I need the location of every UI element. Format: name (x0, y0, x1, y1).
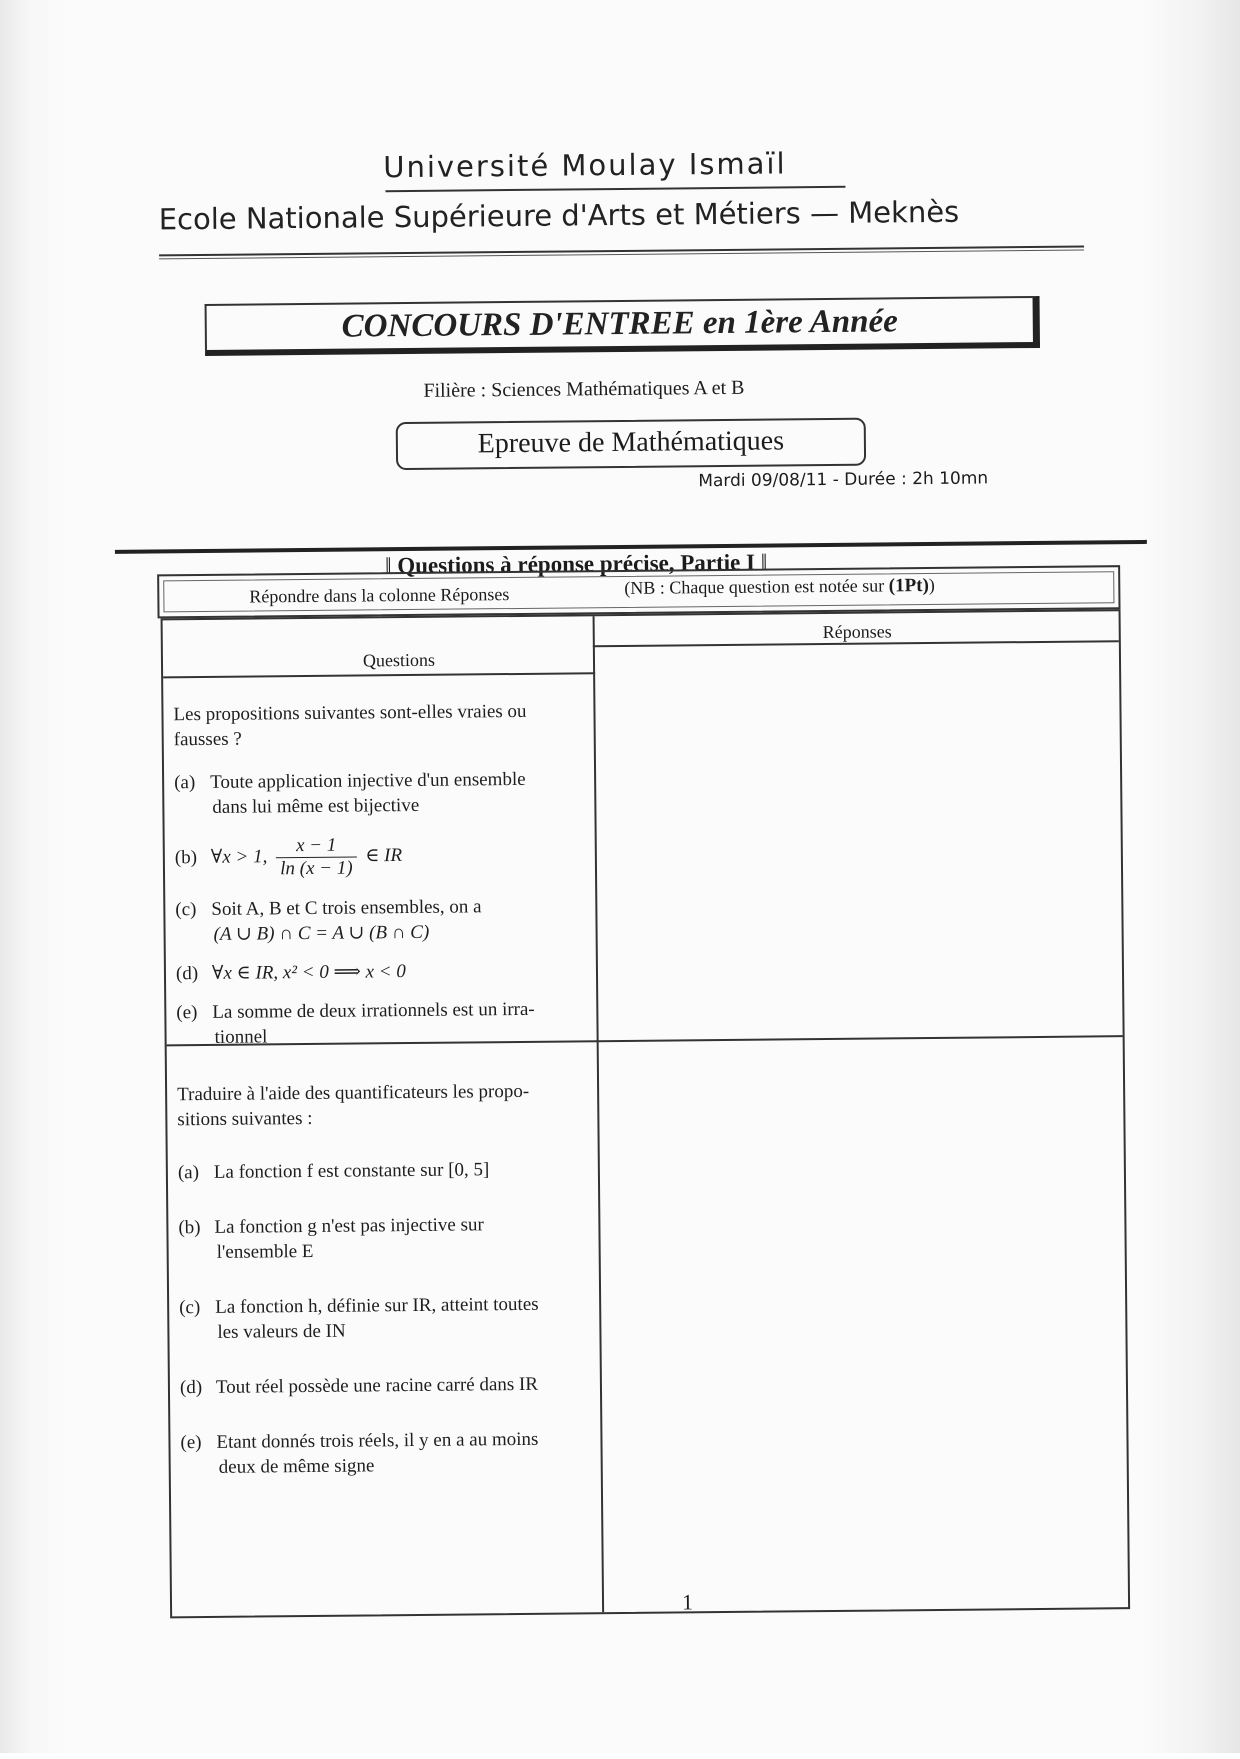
item-label: (d) (179, 1377, 203, 1399)
grading-note-points: (1Pt) (888, 575, 929, 597)
item-prefix: ∀x > 1, (210, 846, 268, 868)
school-name: Ecole Nationale Supérieure d'Arts et Métiers — Meknès (158, 194, 960, 237)
item-text: Tout réel possède une racine carré dans IR (215, 1373, 539, 1398)
item-text: La fonction f est constante sur [0, 5] (213, 1159, 490, 1183)
header-divider-questions (163, 672, 595, 678)
instruction-text: Répondre dans la colonne Réponses (249, 584, 510, 607)
item-label: (b) (178, 1217, 201, 1239)
university-name: Université Moulay Ismaïl (383, 146, 787, 185)
fraction (276, 835, 357, 881)
item-label: (e) (180, 1432, 202, 1454)
question-1-intro: Les propositions suivantes sont-elles vraies ou fausses ? (173, 700, 527, 751)
item-text-cont: tionnel (214, 1026, 268, 1048)
question-2-item-d (180, 1371, 590, 1400)
page-number: 1 (681, 1589, 694, 1615)
item-label: (c) (179, 1297, 201, 1319)
item-text-cont: deux de même signe (218, 1455, 375, 1478)
item-label: (b) (174, 846, 198, 869)
item-label: (e) (176, 1002, 198, 1024)
item-text: La somme de deux irrationnels est un irra- (212, 998, 535, 1023)
question-1 (173, 698, 586, 1050)
section-title-text: Questions à réponse précise, Partie I (397, 549, 756, 579)
item-text: Toute application injective d'un ensemble (210, 768, 526, 793)
item-label: (c) (175, 899, 197, 921)
question-2 (177, 1078, 591, 1480)
fraction-numerator: x − 1 (276, 835, 357, 859)
item-text: Etant donnés trois réels, il y en a au moins (216, 1428, 539, 1453)
question-2-item-b (178, 1211, 588, 1265)
question-1-item-c (175, 893, 585, 947)
question-2-intro: Traduire à l'aide des quantificateurs les propo- (177, 1080, 530, 1106)
column-header-answers: Réponses (822, 621, 892, 643)
question-1-item-e (176, 996, 586, 1050)
exam-filiere: Filière : Sciences Mathématiques A et B (423, 376, 745, 402)
item-text: ∀x ∈ IR, x² < 0 ⟹ x < 0 (211, 961, 406, 984)
item-label: (a) (174, 772, 196, 794)
item-text: Soit A, B et C trois ensembles, on a (211, 896, 482, 920)
item-text: La fonction h, définie sur IR, atteint toutes (215, 1293, 539, 1318)
section-title: ‖ Questions à réponse précise, Partie I ‖ (384, 549, 768, 579)
item-text-cont: les valeurs de IN (217, 1320, 346, 1343)
item-text-cont: dans lui même est bijective (212, 794, 420, 818)
question-2-item-c (179, 1291, 589, 1345)
column-header-questions: Questions (362, 649, 436, 671)
university-underline (385, 186, 845, 192)
item-suffix: ∈ IR (365, 844, 403, 867)
fraction-denominator: ln (x − 1) (280, 857, 353, 880)
item-text: La fonction g n'est pas injective sur (214, 1214, 484, 1238)
exam-subject: Epreuve de Mathématiques (477, 425, 785, 460)
grading-note-suffix: ) (928, 574, 935, 596)
grading-note (624, 575, 935, 600)
exam-date-duration: Mardi 09/08/11 - Durée : 2h 10mn (698, 468, 989, 492)
question-1-item-b (175, 832, 585, 881)
item-label: (a) (177, 1162, 200, 1184)
question-2-item-e (180, 1426, 590, 1480)
item-text-cont: l'ensemble E (216, 1240, 314, 1263)
exam-title-box (205, 296, 1040, 356)
column-divider (593, 616, 605, 1612)
exam-title: CONCOURS D'ENTREE en 1ère Année (341, 303, 898, 345)
grading-note-prefix: (NB : Chaque question est notée sur (624, 575, 885, 598)
question-2-intro-cont: sitions suivantes : (177, 1107, 313, 1131)
questions-table (161, 609, 1131, 1618)
question-1-item-a (174, 766, 584, 820)
item-label: (d) (175, 963, 199, 985)
item-text-cont: (A ∪ B) ∩ C = A ∪ (B ∩ C) (213, 921, 430, 945)
subject-box (396, 418, 866, 471)
